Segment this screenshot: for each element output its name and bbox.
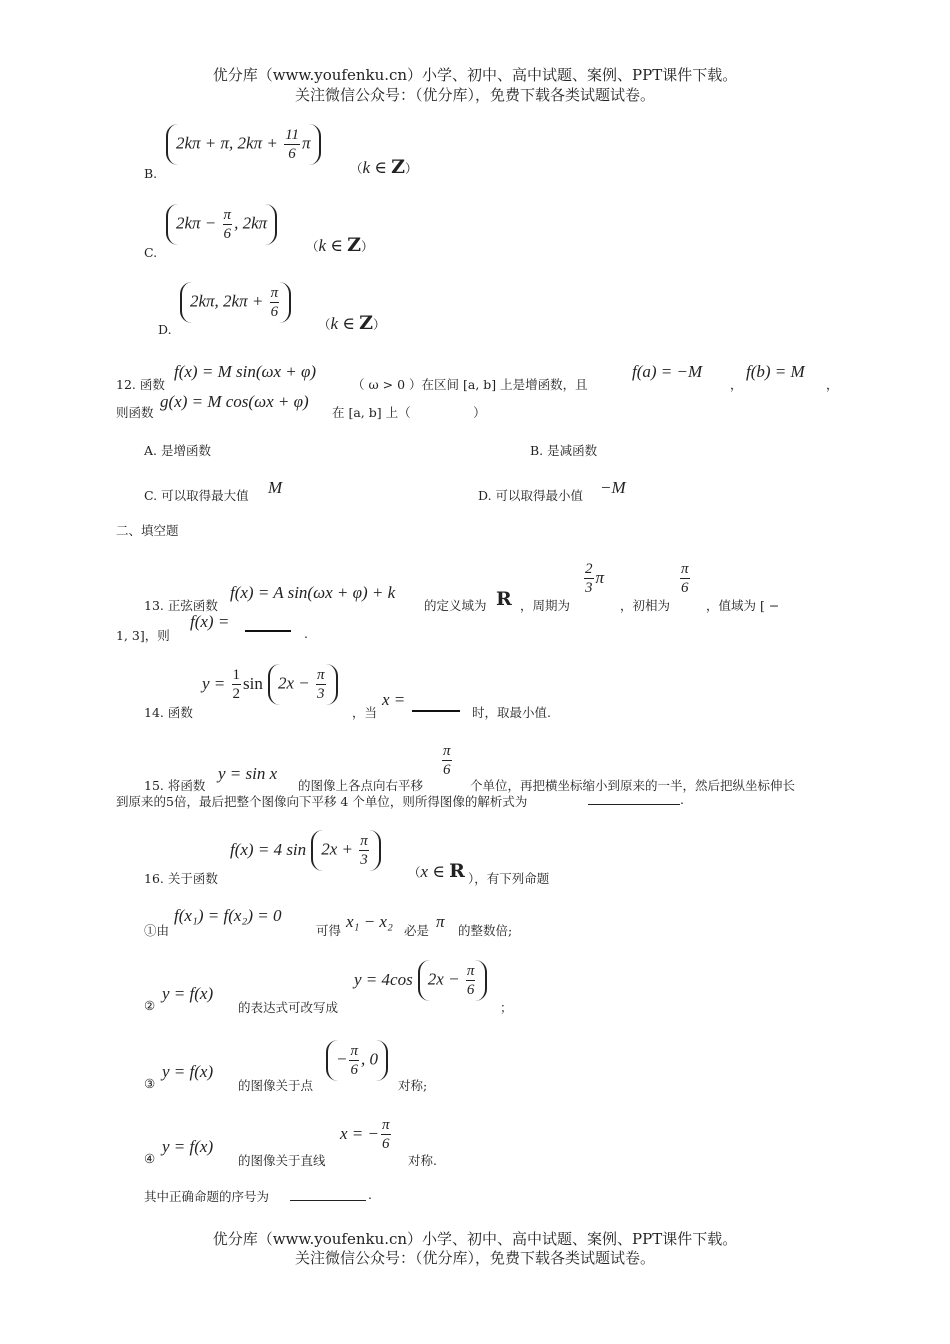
- q12-condition: （ ω > 0 ）在区间 [a, b] 上是增函数，且: [352, 377, 588, 392]
- q16-stmt2-expr: y = f(x): [162, 984, 214, 1003]
- q16-stmt2-text: 的表达式可改写成: [238, 1000, 339, 1015]
- q14-text-min: 时，取最小值.: [472, 705, 551, 720]
- q16-final-end: .: [368, 1187, 372, 1202]
- q13-phase: $\frac{\pi}{6}$: [681, 561, 689, 596]
- q12-function-f: f(x) = M sin(ωx + φ): [174, 362, 317, 381]
- q11-option-b-label: B.: [144, 166, 158, 181]
- q15-text-shift: 的图像上各点向右平移: [298, 778, 424, 793]
- q16-stmt3-point: − $\frac{\pi}{6}$ , 0: [326, 1040, 388, 1081]
- q15-shift: $\frac{\pi}{6}$: [443, 743, 451, 778]
- q12-function-g: g(x) = M cos(ωx + φ): [160, 392, 309, 411]
- q13-prefix: 13. 正弦函数: [144, 598, 218, 613]
- q14-prefix: 14. 函数: [144, 705, 193, 720]
- q12-line2-prefix: 则函数: [116, 405, 154, 420]
- q16-stmt4-text: 的图像关于直线: [238, 1153, 326, 1168]
- q12-option-d: D. 可以取得最小值: [478, 488, 584, 503]
- q16-stmt1-text-must: 必是: [404, 923, 430, 938]
- q16-stmt4-mark: ④: [144, 1151, 156, 1166]
- q16-stmt3-text-symmetric: 对称;: [398, 1078, 428, 1093]
- q13-text-range: ，值域为 [ −: [706, 598, 780, 613]
- q12-comma: ，: [730, 377, 743, 392]
- q16-stmt2-end: ；: [500, 1000, 513, 1015]
- q13-text-domain: 的定义域为: [424, 598, 487, 613]
- q14-answer-blank[interactable]: [412, 694, 460, 712]
- q16-text-propositions: ），有下列命题: [468, 871, 550, 886]
- q14-x-eq: x =: [382, 690, 406, 709]
- q16-answer-blank[interactable]: [290, 1186, 366, 1201]
- q12-option-d-value: −M: [600, 478, 626, 497]
- header-line-1: 优分库（www.youfenku.cn）小学、初中、高中试题、案例、PPT课件下载。: [212, 66, 738, 84]
- q13-text-phase: ，初相为: [620, 598, 671, 613]
- q12-prefix: 12. 函数: [116, 377, 165, 392]
- q11-option-c-condition: （k ∈ Z）: [306, 234, 374, 256]
- q16-stmt1-diff: x₁ − x₂: [346, 912, 393, 931]
- q11-option-b-condition: （k ∈ Z）: [350, 156, 418, 178]
- q15-answer-blank[interactable]: [588, 790, 680, 805]
- q12-fa: f(a) = −M: [632, 362, 703, 381]
- q12-option-a: A. 是增函数: [144, 443, 211, 458]
- q16-stmt3-mark: ③: [144, 1076, 156, 1091]
- q13-expression: f(x) = A sin(ωx + φ) + k: [230, 583, 396, 602]
- q14-text-when: ，当: [352, 705, 378, 720]
- q12-option-c: C. 可以取得最大值: [144, 488, 249, 503]
- q16-stmt4-text-symmetric: 对称.: [408, 1153, 437, 1168]
- q11-option-c-interval: 2kπ − $\frac{\pi}{6}$ , 2kπ: [166, 204, 277, 245]
- q16-stmt1-pi: π: [436, 912, 445, 931]
- q15-text-transform: 个单位，再把横坐标缩小到原来的一半，然后把纵坐标伸长: [470, 778, 796, 793]
- q13-line2: 1, 3]，则: [116, 628, 170, 643]
- q16-final-question: 其中正确命题的序号为: [144, 1189, 270, 1204]
- q16-stmt4-expr: y = f(x): [162, 1137, 214, 1156]
- q16-stmt1-expr: f(x₁) = f(x₂) = 0: [174, 906, 282, 925]
- q16-stmt1-text-multiple: 的整数倍;: [458, 923, 513, 938]
- q11-option-d-label: D.: [158, 322, 172, 337]
- q16-stmt1-text: 可得: [316, 923, 342, 938]
- header-line-2: 关注微信公众号：（优分库），免费下载各类试题试卷。: [294, 86, 655, 104]
- q13-answer-blank[interactable]: [245, 614, 291, 632]
- q12-line2-suffix: 在 [a, b] 上（ ）: [332, 405, 486, 420]
- q12-option-b: B. 是减函数: [530, 443, 598, 458]
- q16-prefix: 16. 关于函数: [144, 871, 218, 886]
- q13-domain-R: R: [496, 588, 512, 610]
- q11-option-b-interval: 2kπ + π, 2kπ + $\frac{11}{6}$ π: [166, 124, 321, 165]
- section-fill-in-title: 二、填空题: [116, 523, 179, 538]
- q16-stmt1-mark: ①由: [144, 923, 170, 938]
- q16-expression: f(x) = 4 sin 2x + $\frac{\pi}{3}$: [230, 830, 381, 871]
- q16-stmt2-mark: ②: [144, 998, 156, 1013]
- q11-option-d-interval: 2kπ, 2kπ + $\frac{\pi}{6}$: [180, 282, 291, 323]
- q16-stmt4-line: x = − $\frac{\pi}{6}$: [340, 1117, 390, 1152]
- q16-stmt3-text: 的图像关于点: [238, 1078, 314, 1093]
- q11-option-d-condition: （k ∈ Z）: [318, 312, 386, 334]
- q16-stmt2-cos-expr: y = 4cos 2x − $\frac{\pi}{6}$: [354, 960, 487, 1001]
- q13-end: .: [304, 626, 308, 641]
- q11-option-c-label: C.: [144, 245, 158, 260]
- q15-expression: y = sin x: [218, 764, 278, 783]
- q15-line2: 到原来的5倍，最后把整个图像向下平移 4 个单位，则所得图像的解析式为: [116, 794, 528, 809]
- q16-condition: （x ∈ R: [408, 860, 465, 882]
- q14-expression: y = $\frac{1}{2}$ sin 2x − $\frac{\pi}{3}$: [202, 664, 338, 705]
- q12-fb: f(b) = M: [746, 362, 805, 381]
- q13-period: $\frac{2}{3}$ π: [585, 561, 605, 596]
- footer-line-2: 关注微信公众号：（优分库），免费下载各类试题试卷。: [294, 1249, 655, 1267]
- q13-fx: f(x) =: [190, 612, 230, 631]
- q16-stmt3-expr: y = f(x): [162, 1062, 214, 1081]
- q13-text-period: ，周期为: [520, 598, 571, 613]
- q12-comma-2: ，: [826, 377, 839, 392]
- q15-prefix: 15. 将函数: [144, 778, 206, 793]
- q15-end: .: [680, 792, 684, 807]
- footer-line-1: 优分库（www.youfenku.cn）小学、初中、高中试题、案例、PPT课件下载。: [212, 1230, 738, 1248]
- q12-option-c-value: M: [268, 478, 283, 497]
